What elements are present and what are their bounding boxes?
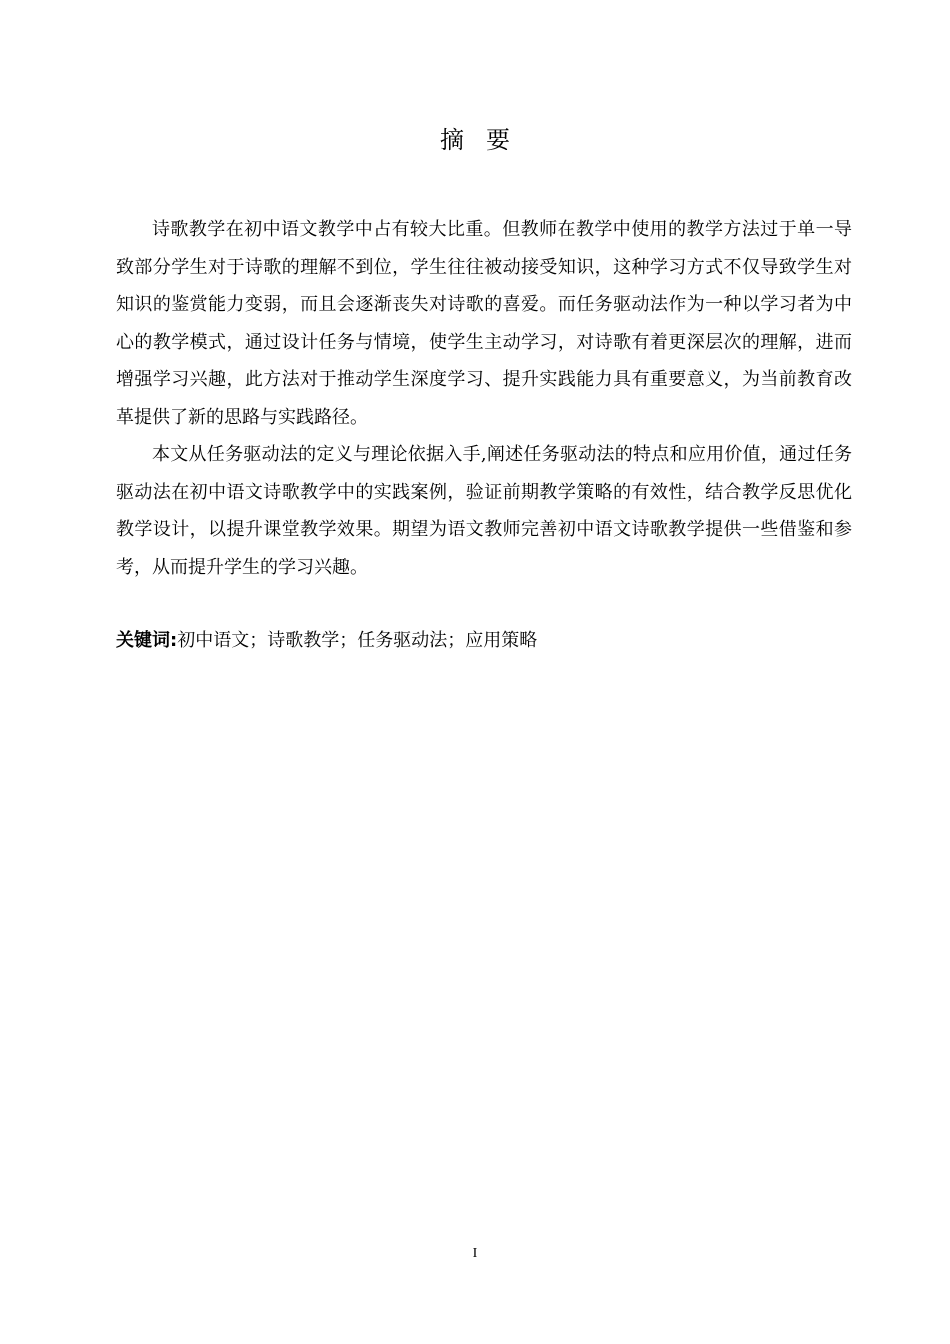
keywords-label: 关键词: [116,630,178,651]
keywords-text: 初中语文；诗歌教学；任务驱动法；应用策略 [177,630,538,651]
abstract-paragraph-2: 本文从任务驱动法的定义与理论依据入手,阐述任务驱动法的特点和应用价值，通过任务驱动法在初中语文诗歌教学中的实践案例，验证前期教学策略的有效性，结合教学反思优化教学设计，以提升课堂教学效果。期望为语文教师完善初中语文诗歌教学提供一些借鉴和参考，从而提升学生的学习兴趣。 [116,444,852,578]
keywords-line [116,626,852,656]
page-title: 摘要 [440,126,532,154]
abstract-body [116,211,852,586]
page-number: I [472,1246,478,1261]
abstract-paragraph-1: 诗歌教学在初中语文教学中占有较大比重。但教师在教学中使用的教学方法过于单一导致部分学生对于诗歌的理解不到位，学生往往被动接受知识，这种学习方式不仅导致学生对知识的鉴赏能力变弱，而且会逐渐丧失对诗歌的喜爱。而任务驱动法作为一种以学习者为中心的教学模式，通过设计任务与情境，使学生主动学习，对诗歌有着更深层次的理解，进而增强学习兴趣，此方法对于推动学生深度学习、提升实践能力具有重要意义，为当前教育改革提供了新的思路与实践路径。 [116,219,852,428]
